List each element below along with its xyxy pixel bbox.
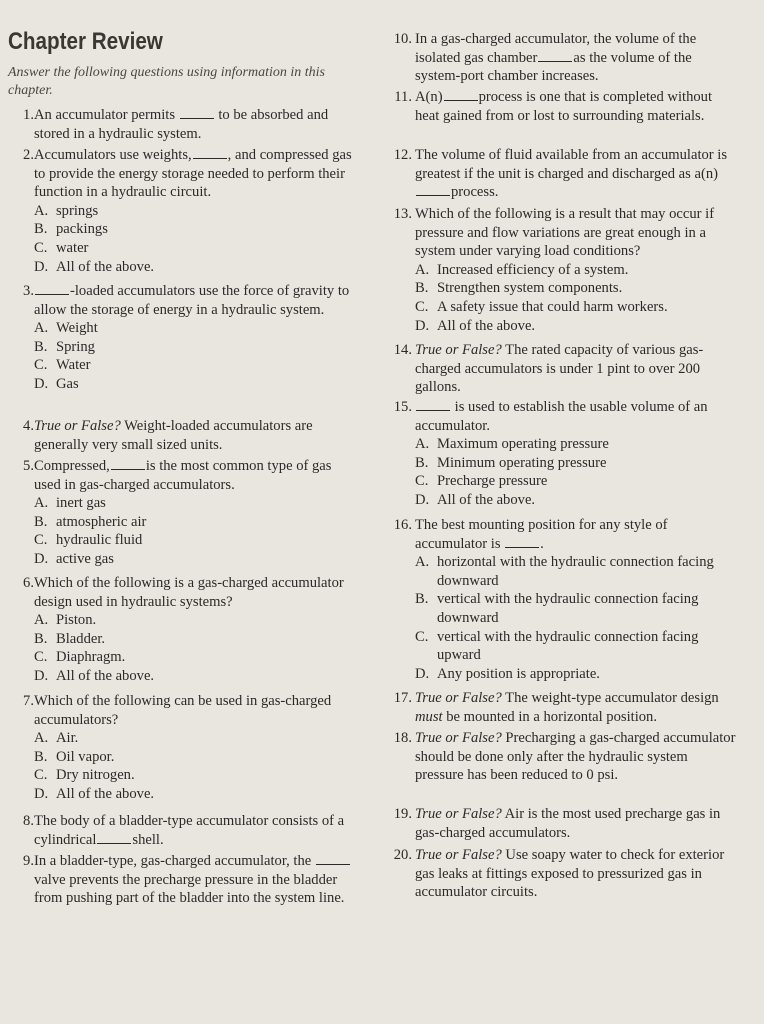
option-list xyxy=(10,494,360,568)
question-text: A(n) process is one that is completed without heat gained from or lost to surrounding materials. xyxy=(415,89,713,124)
question-number: 4. xyxy=(23,418,34,434)
option[interactable]: D. active gas xyxy=(34,550,114,567)
option-list xyxy=(10,319,360,393)
question-number: 7. xyxy=(23,693,34,709)
option[interactable]: B. Oil vapor. xyxy=(34,748,115,765)
option[interactable]: B. Spring xyxy=(34,338,95,355)
option[interactable]: C. water xyxy=(34,239,89,256)
question-number: 8. xyxy=(23,813,34,829)
question-text: True or False? The rated capacity of various gas-charged accumulators is under 1 pint to over 200 gallons. xyxy=(415,342,704,396)
question-number: 9. xyxy=(23,853,34,869)
question-2 xyxy=(10,146,360,276)
question-text: The body of a bladder-type accumulator consists of a cylindrical shell. xyxy=(34,813,345,848)
answer-blank[interactable] xyxy=(444,88,478,101)
question-20 xyxy=(388,846,738,902)
answer-blank[interactable] xyxy=(193,146,227,159)
option[interactable]: B. packings xyxy=(34,221,108,238)
question-text: An accumulator permits to be absorbed and stored in a hydraulic system. xyxy=(34,107,329,142)
true-false-label: True or False? xyxy=(415,690,502,706)
question-19 xyxy=(388,805,742,842)
true-false-label: True or False? xyxy=(34,418,121,434)
question-text: In a bladder-type, gas-charged accumulator, the valve prevents the precharge pressure in the bladder from pushing part of the bladder into the system line. xyxy=(10,852,360,908)
question-text: Compressed, is the most common type of gas used in gas-charged accumulators. xyxy=(34,458,332,493)
question-10 xyxy=(388,30,738,86)
question-6 xyxy=(10,574,360,686)
question-11 xyxy=(388,88,738,125)
option[interactable]: D. All of the above. xyxy=(34,258,155,275)
question-4 xyxy=(10,417,360,454)
question-3 xyxy=(10,282,360,394)
option-list xyxy=(388,435,738,509)
option[interactable]: D. All of the above. xyxy=(34,667,155,684)
option[interactable]: C. hydraulic fluid xyxy=(34,532,143,549)
question-number: 19. xyxy=(393,806,412,822)
instructions: Answer the following questions using information in this chapter. xyxy=(8,65,325,98)
option[interactable]: A. springs xyxy=(34,202,99,219)
question-number: 2. xyxy=(23,147,34,163)
option-list xyxy=(10,202,360,276)
option[interactable]: C. vertical with the hydraulic connection facing upward xyxy=(415,628,699,664)
option[interactable]: D. All of the above. xyxy=(415,491,536,508)
question-number: 11. xyxy=(394,89,412,105)
question-number: 14. xyxy=(393,342,412,358)
option[interactable]: D. Gas xyxy=(34,375,79,392)
question-text: The best mounting position for any style of accumulator is . xyxy=(415,517,668,552)
question-15 xyxy=(388,398,738,510)
option[interactable]: A. Increased efficiency of a system. xyxy=(415,261,629,278)
option[interactable]: C. A safety issue that could harm workers. xyxy=(415,298,668,315)
answer-blank[interactable] xyxy=(538,49,572,62)
question-text: True or False? The weight-type accumulator design must be mounted in a horizontal position. xyxy=(415,690,719,725)
option[interactable]: B. Minimum operating pressure xyxy=(415,454,607,471)
question-number: 12. xyxy=(393,147,412,163)
question-number: 1. xyxy=(23,107,34,123)
option[interactable]: B. Bladder. xyxy=(34,630,106,647)
option[interactable]: B. vertical with the hydraulic connection facing downward xyxy=(415,591,699,626)
option[interactable]: C. Diaphragm. xyxy=(34,649,126,666)
question-text: Which of the following is a result that may occur if pressure and flow variations are great enough in a system under varying load conditions? xyxy=(415,206,715,260)
option[interactable]: C. Precharge pressure xyxy=(415,473,548,490)
question-text: In a gas-charged accumulator, the volume of the isolated gas chamber as the volume of the system-port chamber increases. xyxy=(415,31,697,85)
question-number: 13. xyxy=(393,206,412,222)
question-text: Accumulators use weights, , and compressed gas to provide the energy storage needed to perform their function in a hydraulic circuit. xyxy=(34,147,352,201)
option-list xyxy=(388,261,738,335)
question-text: True or False? Use soapy water to check for exterior gas leaks at fittings exposed to pressurized gas in accumulator circuits. xyxy=(415,847,725,901)
answer-blank[interactable] xyxy=(316,852,350,865)
question-17 xyxy=(388,689,742,726)
question-number: 16. xyxy=(393,517,412,533)
question-7 xyxy=(10,692,360,804)
question-5 xyxy=(10,457,360,569)
option-list xyxy=(388,553,738,683)
question-18 xyxy=(388,729,738,785)
question-number: 3. xyxy=(23,283,34,299)
option[interactable]: A. horizontal with the hydraulic connection facing downward xyxy=(415,554,714,589)
question-14 xyxy=(388,341,738,397)
true-false-label: True or False? xyxy=(415,806,502,822)
question-text: is used to establish the usable volume of an accumulator. xyxy=(415,399,708,434)
option[interactable]: B. atmospheric air xyxy=(34,513,147,530)
question-text: True or False? Air is the most used precharge gas in gas-charged accumulators. xyxy=(415,806,721,841)
question-13 xyxy=(388,205,738,335)
question-8 xyxy=(10,812,360,849)
option-list xyxy=(10,611,360,685)
true-false-label: True or False? xyxy=(415,730,502,746)
question-number: 15. xyxy=(393,399,412,415)
question-text: Which of the following can be used in gas-charged accumulators? xyxy=(34,693,332,728)
question-text: The volume of fluid available from an accumulator is greatest if the unit is charged and discharged as a(n)process. xyxy=(415,147,728,201)
true-false-label: True or False? xyxy=(415,342,502,358)
question-text: True or False? Precharging a gas-charged accumulator should be done only after the hydraulic system pressure has been reduced to 0 psi. xyxy=(415,730,736,784)
answer-blank[interactable] xyxy=(97,831,131,844)
option[interactable]: D. All of the above. xyxy=(415,317,536,334)
option-list xyxy=(10,729,360,803)
option[interactable]: A. Maximum operating pressure xyxy=(415,436,609,453)
question-number: 20. xyxy=(393,847,412,863)
answer-blank[interactable] xyxy=(180,106,214,119)
true-false-label: True or False? xyxy=(415,847,502,863)
answer-blank[interactable] xyxy=(111,457,145,470)
question-16 xyxy=(388,516,738,683)
option[interactable]: A. Piston. xyxy=(34,612,97,629)
option[interactable]: A. Air. xyxy=(34,730,79,747)
option[interactable]: B. Strengthen system components. xyxy=(415,280,623,297)
chapter-title: Chapter Review xyxy=(8,28,163,55)
option[interactable]: C. Water xyxy=(34,357,91,374)
question-number: 18. xyxy=(393,730,412,746)
question-number: 10. xyxy=(393,31,412,47)
question-text: -loaded accumulators use the force of gravity to allow the storage of energy in a hydraulic system. xyxy=(34,283,350,318)
answer-blank[interactable] xyxy=(416,183,450,196)
answer-blank[interactable] xyxy=(35,282,69,295)
question-number: 5. xyxy=(23,458,34,474)
question-1 xyxy=(10,106,360,143)
question-9 xyxy=(10,852,360,908)
option[interactable]: A. Weight xyxy=(34,320,98,337)
question-number: 17. xyxy=(393,690,412,706)
answer-blank[interactable] xyxy=(505,535,539,548)
question-12 xyxy=(388,146,738,202)
answer-blank[interactable] xyxy=(416,398,450,411)
option[interactable]: D. All of the above. xyxy=(34,785,155,802)
option[interactable]: D. Any position is appropriate. xyxy=(415,665,600,682)
question-number: 6. xyxy=(23,575,34,591)
question-text: Which of the following is a gas-charged accumulator design used in hydraulic systems? xyxy=(34,575,344,610)
option[interactable]: C. Dry nitrogen. xyxy=(34,767,135,784)
option[interactable]: A. inert gas xyxy=(34,495,106,512)
question-text: True or False? Weight-loaded accumulators are generally very small sized units. xyxy=(34,418,313,453)
